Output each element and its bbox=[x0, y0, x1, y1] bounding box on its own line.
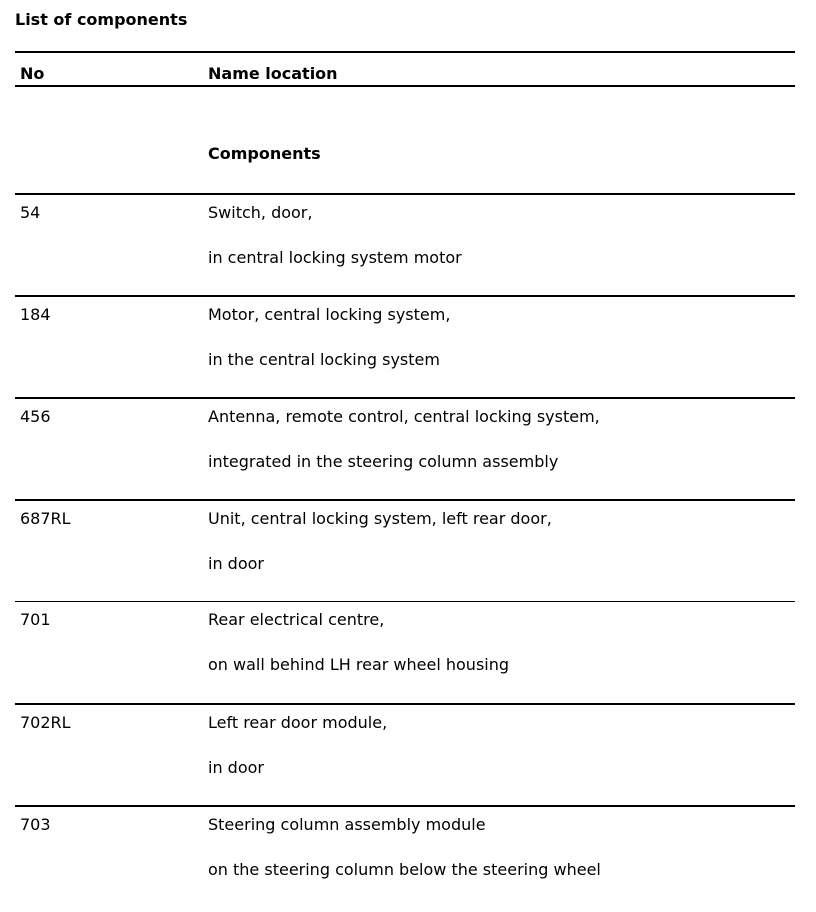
table-row bbox=[15, 193, 795, 295]
row-location: integrated in the steering column assembly bbox=[208, 452, 559, 471]
table-row bbox=[15, 499, 795, 601]
components-table bbox=[15, 51, 795, 907]
row-number: 184 bbox=[20, 305, 51, 324]
section-heading bbox=[15, 87, 795, 193]
page-title: List of components bbox=[15, 10, 188, 29]
row-number: 54 bbox=[20, 203, 41, 222]
row-location: in central locking system motor bbox=[208, 248, 462, 267]
row-name: Steering column assembly module bbox=[208, 815, 486, 834]
row-name: Motor, central locking system, bbox=[208, 305, 451, 324]
row-name: Switch, door, bbox=[208, 203, 313, 222]
row-name: Rear electrical centre, bbox=[208, 610, 385, 629]
row-number: 701 bbox=[20, 610, 51, 629]
row-number: 456 bbox=[20, 407, 51, 426]
row-location: in door bbox=[208, 758, 264, 777]
table-row bbox=[15, 703, 795, 805]
row-name: Unit, central locking system, left rear door, bbox=[208, 509, 552, 528]
row-number: 702RL bbox=[20, 713, 71, 732]
row-location: on wall behind LH rear wheel housing bbox=[208, 655, 510, 674]
header-name-location: Name location bbox=[208, 64, 338, 83]
table-row bbox=[15, 805, 795, 907]
header-no: No bbox=[20, 64, 45, 83]
table-row bbox=[15, 295, 795, 397]
row-name: Left rear door module, bbox=[208, 713, 388, 732]
row-location: in the central locking system bbox=[208, 350, 440, 369]
row-name: Antenna, remote control, central locking system, bbox=[208, 407, 600, 426]
table-row bbox=[15, 601, 795, 703]
table-row bbox=[15, 397, 795, 499]
table-header bbox=[15, 51, 795, 87]
row-location: in door bbox=[208, 554, 264, 573]
row-number: 703 bbox=[20, 815, 51, 834]
row-number: 687RL bbox=[20, 509, 71, 528]
section-label: Components bbox=[208, 144, 321, 163]
row-location: on the steering column below the steering wheel bbox=[208, 860, 601, 879]
